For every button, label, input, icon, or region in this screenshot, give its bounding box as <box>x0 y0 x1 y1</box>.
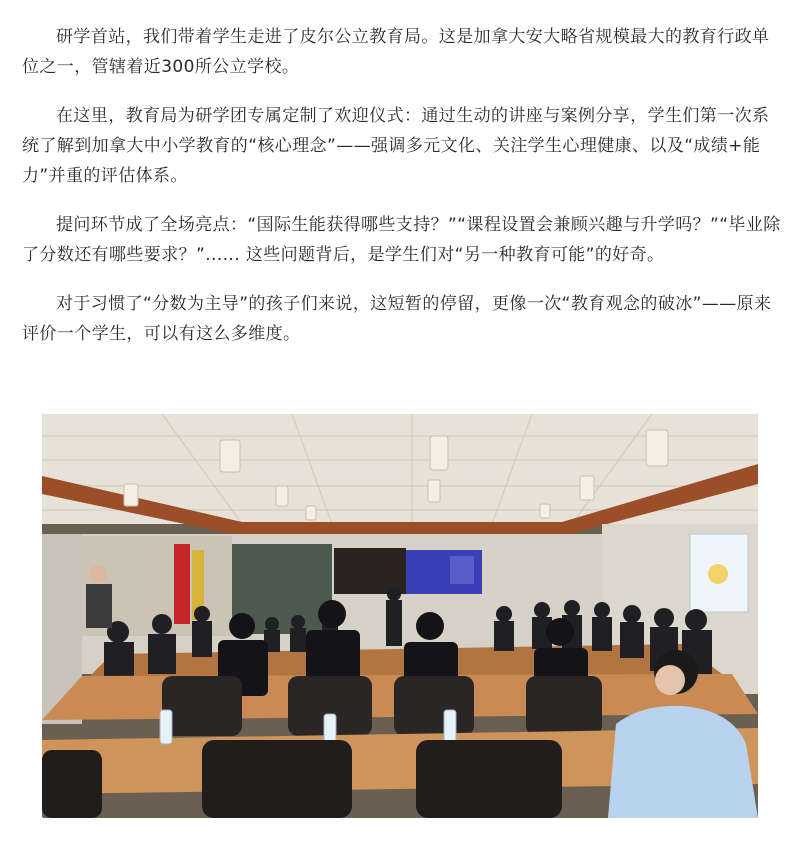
paragraph-intro: 研学首站，我们带着学生走进了皮尔公立教育局。这是加拿大安大略省规模最大的教育行政单位之一，管辖着近300所公立学校。 <box>22 27 770 77</box>
paragraph-reflection: 对于习惯了“分数为主导”的孩子们来说，这短暂的停留，更像一次“教育观念的破冰”——原来评价一个学生，可以有这么多维度。 <box>22 294 772 344</box>
meeting-photo <box>42 414 758 818</box>
paragraph-questions: 提问环节成了全场亮点：“国际生能获得哪些支持？”“课程设置会兼顾兴趣与升学吗？”“毕业除了分数还有哪些要求？”...... 这些问题背后，是学生们对“另一种教育可能”的好奇。 <box>22 215 781 265</box>
meeting-photo-illustration <box>42 414 758 818</box>
article-body <box>22 22 782 368</box>
paragraph-welcome: 在这里，教育局为研学团专属定制了欢迎仪式：通过生动的讲座与案例分享，学生们第一次系统了解到加拿大中小学教育的“核心理念”——强调多元文化、关注学生心理健康、以及“成绩+能力”并重的评估体系。 <box>22 106 770 186</box>
